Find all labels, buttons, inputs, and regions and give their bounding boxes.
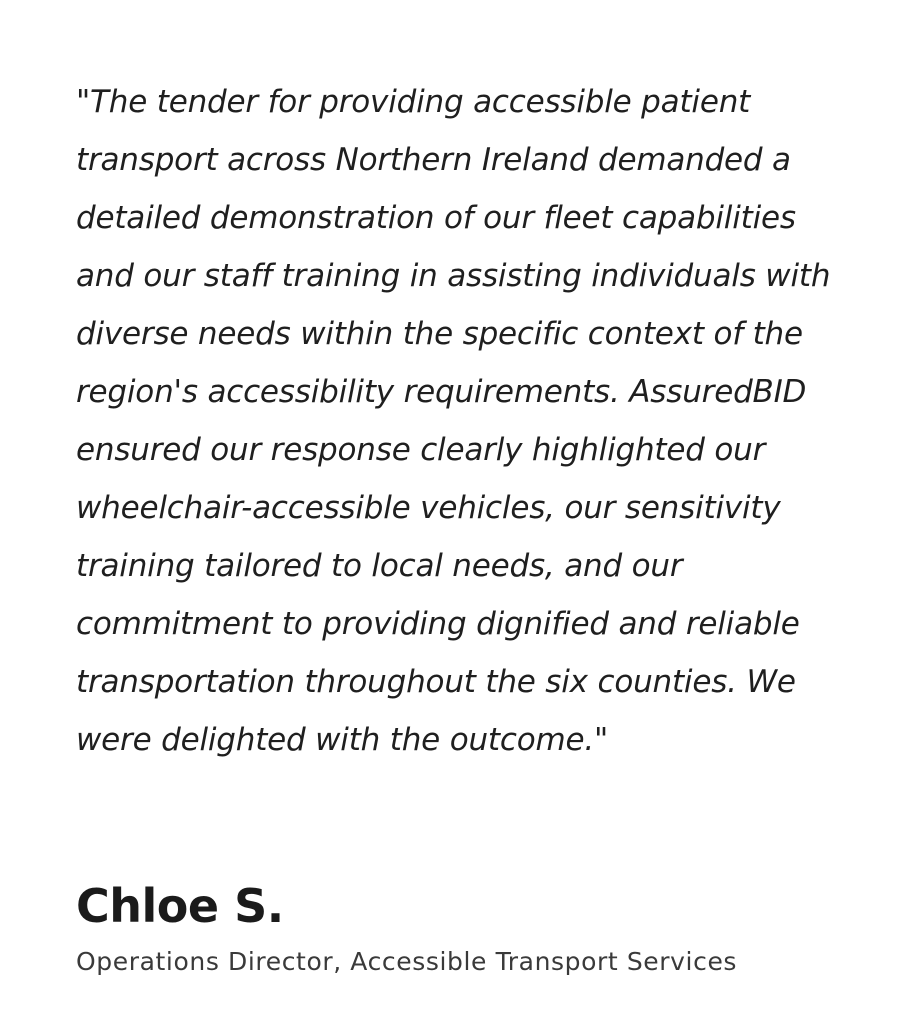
testimonial-card bbox=[76, 73, 846, 769]
testimonial-quote: "The tender for providing accessible patient transport across Northern Ireland demanded a detailed demonstration of our fleet capabilities and our staff training in assisting individuals with diverse needs within the specific context of the region's accessibility requirements. AssuredBID ensured our response clearly highlighted our wheelchair-accessible vehicles, our sensitivity training tailored to local needs, and our commitment to providing dignified and reliable transportation throughout the six counties. We were delighted with the outcome." bbox=[76, 84, 831, 758]
testimonial-author-role: Operations Director, Accessible Transport Services bbox=[76, 947, 738, 976]
testimonial-author: Chloe S. bbox=[76, 879, 284, 933]
